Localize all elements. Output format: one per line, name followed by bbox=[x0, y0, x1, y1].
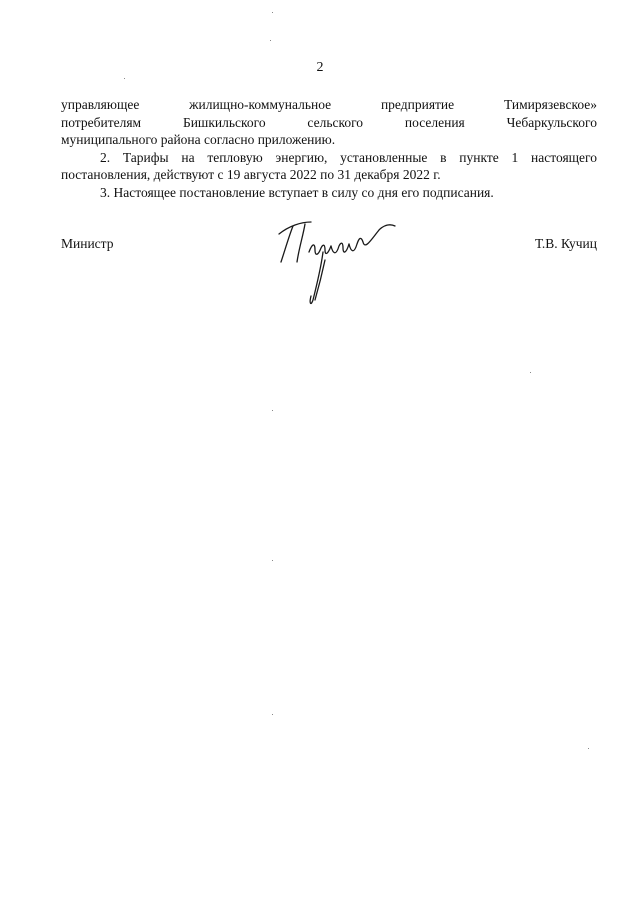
scan-speck bbox=[124, 78, 125, 79]
handwritten-signature bbox=[275, 218, 405, 313]
document-body bbox=[61, 96, 597, 201]
signer-title: Министр bbox=[61, 236, 114, 251]
scan-speck bbox=[272, 560, 273, 561]
signer-name: Т.В. Кучиц bbox=[534, 236, 597, 251]
paragraph-3-line-1: 3. Настоящее постановление вступает в силу со дня его подписания. bbox=[100, 184, 494, 200]
scan-speck bbox=[272, 714, 273, 715]
scan-speck bbox=[272, 12, 273, 13]
paragraph-1-line-2: потребителям Бишкильского сельского поселения Чебаркульского bbox=[61, 114, 597, 130]
paragraph-1-line-1: управляющее жилищно-коммунальное предприятие Тимирязевское» bbox=[61, 97, 597, 112]
paragraph-2-line-2: постановления, действуют с 19 августа 2022 по 31 декабря 2022 г. bbox=[61, 167, 441, 182]
scan-speck bbox=[272, 410, 273, 411]
paragraph-1-line-3: муниципального района согласно приложению. bbox=[61, 132, 336, 147]
page-number: 2 bbox=[316, 60, 324, 75]
paragraph-2-line-1: 2. Тарифы на тепловую энергию, установленные в пункте 1 настоящего bbox=[100, 149, 597, 165]
scan-speck bbox=[270, 40, 271, 41]
scan-speck bbox=[588, 748, 589, 749]
scan-speck bbox=[530, 372, 531, 373]
